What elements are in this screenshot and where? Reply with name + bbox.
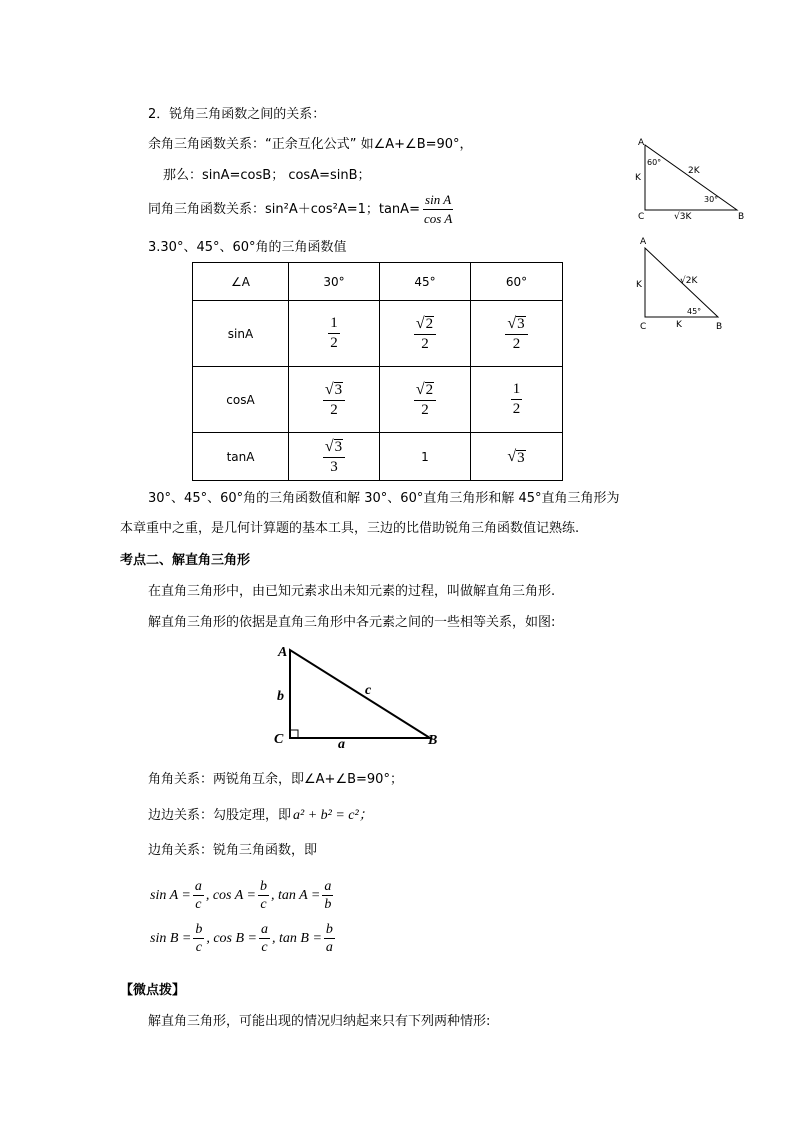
row-label-cos: cosA — [193, 367, 289, 433]
tan-fraction — [422, 192, 454, 227]
tri30-label-C: C — [638, 212, 645, 222]
main-label-C: C — [274, 732, 284, 747]
cos30-den: 2 — [330, 401, 338, 418]
main-label-b: b — [277, 689, 284, 704]
complement-result: 那么：sinA=cosB； cosA=sinB； — [163, 168, 371, 183]
tanA-den: b — [324, 897, 332, 912]
cos60-den: 2 — [512, 401, 521, 417]
main-label-B: B — [428, 733, 438, 748]
formula-line-angle-A — [150, 879, 335, 912]
tanA-num: a — [324, 879, 332, 894]
tri30-angle-A: 60° — [647, 158, 662, 167]
tri30-label-A: A — [638, 138, 645, 148]
tanA-label: , tan A = — [271, 887, 321, 903]
point2-basis: 解直角三角形的依据是直角三角形中各元素之间的一些相等关系，如图: — [148, 615, 556, 630]
same-angle-prefix: 同角三角函数关系：sin²A＋cos²A=1；tanA= — [148, 201, 420, 217]
sinA-den: c — [195, 897, 202, 912]
complement-relation: 余角三角函数关系：“正余互化公式” 如∠A+∠B=90°， — [148, 137, 473, 152]
side-relation — [148, 808, 373, 824]
cos30-cell: √ 3 2 — [289, 367, 380, 433]
tip-heading: 【微点拨】 — [120, 983, 186, 998]
side-relation-prefix: 边边关系：勾股定理，即 — [148, 808, 292, 823]
note-line-2: 本章重中之重，是几何计算题的基本工具，三边的比借助锐角三角函数值记熟练. — [120, 521, 580, 536]
tanB-den: a — [325, 940, 333, 955]
tri45-label-B: B — [716, 322, 723, 332]
sin60-num: 3 — [517, 315, 525, 332]
section2-heading: 2．锐角三角函数之间的关系： — [148, 107, 326, 122]
tip-text: 解直角三角形，可能出现的情况归纳起来只有下列两种情形: — [148, 1014, 491, 1029]
sinB-label: sin B = — [150, 930, 192, 946]
sin30-num: 1 — [328, 315, 340, 334]
formula-line-angle-B — [150, 922, 337, 955]
cosA-label: , cos A = — [205, 887, 256, 903]
tan-fraction-den: cos A — [423, 211, 453, 226]
cosA-num: b — [260, 879, 267, 894]
angle-relation: 角角关系：两锐角互余，即∠A+∠B=90°； — [148, 772, 403, 787]
tri45-label-hyp: √2K — [680, 276, 698, 286]
sin30-den: 2 — [330, 335, 338, 351]
tri45-label-A: A — [640, 237, 647, 247]
header-60: 60° — [471, 263, 563, 301]
tan30-den: 3 — [330, 458, 338, 475]
cosB-label: , cos B = — [206, 930, 258, 946]
tan30-num: 3 — [334, 438, 343, 455]
table-row-cos — [193, 367, 563, 433]
main-label-A: A — [278, 645, 288, 660]
cos60-num: 1 — [511, 381, 523, 400]
tri45-angle-B: 45° — [687, 307, 702, 316]
trig-values-table — [192, 262, 563, 481]
point2-heading: 考点二、解直角三角形 — [120, 553, 251, 568]
tri45-label-K-bottom: K — [676, 320, 682, 330]
cos45-den: 2 — [421, 401, 429, 418]
tan60-cell: √ 3 — [471, 433, 563, 481]
triangle-30-60-diagram — [630, 135, 750, 225]
tanB-label: , tan B = — [272, 930, 322, 946]
main-label-c: c — [365, 683, 372, 698]
sinA-label: sin A = — [150, 887, 191, 903]
cos45-num: 2 — [425, 381, 434, 398]
cos60-cell — [471, 367, 563, 433]
tan60-val: 3 — [517, 449, 525, 466]
sinA-num: a — [194, 879, 202, 894]
header-angle: ∠A — [193, 263, 289, 301]
tanB-num: b — [325, 922, 333, 937]
tri30-label-K: K — [635, 173, 641, 183]
right-triangle-abc-diagram — [268, 640, 458, 755]
cosB-num: a — [261, 922, 269, 937]
note-line-1: 30°、45°、60°角的三角函数值和解 30°、60°直角三角形和解 45°直角三角形为 — [148, 491, 620, 506]
sinB-den: c — [195, 940, 202, 955]
main-label-a: a — [338, 737, 345, 752]
tan-fraction-num: sin A — [423, 192, 453, 210]
table-header-row — [193, 263, 563, 301]
triangle-45-diagram — [630, 233, 730, 333]
table-row-tan — [193, 433, 563, 481]
tri45-label-C: C — [640, 322, 647, 332]
sin30-cell — [289, 301, 380, 367]
sin45-den: 2 — [421, 335, 429, 352]
sin45-num: 2 — [425, 315, 434, 332]
header-45: 45° — [380, 263, 471, 301]
row-label-sin: sinA — [193, 301, 289, 367]
section3-heading: 3.30°、45°、60°角的三角函数值 — [148, 240, 347, 255]
cosB-den: c — [261, 940, 268, 955]
sin60-den: 2 — [512, 335, 521, 352]
tri30-label-hyp: 2K — [688, 166, 700, 176]
row-label-tan: tanA — [193, 433, 289, 481]
point2-definition: 在直角三角形中，由已知元素求出未知元素的过程，叫做解直角三角形. — [148, 584, 556, 599]
side-angle-relation: 边角关系：锐角三角函数，即 — [148, 843, 318, 858]
header-30: 30° — [289, 263, 380, 301]
cosA-den: c — [260, 897, 267, 912]
tri45-label-K-left: K — [636, 280, 642, 290]
cos45-cell: √ 2 2 — [380, 367, 471, 433]
tri30-angle-B: 30° — [704, 195, 719, 204]
tan45-cell: 1 — [380, 433, 471, 481]
cos30-num: 3 — [334, 381, 343, 398]
pythagorean-formula: a² + b² = c²； — [293, 808, 373, 823]
tri30-label-B: B — [738, 212, 745, 222]
tri30-label-base: √3K — [674, 212, 692, 222]
tan30-cell: √ 3 3 — [289, 433, 380, 481]
sin45-cell: √ 2 2 — [380, 301, 471, 367]
sinB-num: b — [195, 922, 203, 937]
table-row-sin — [193, 301, 563, 367]
same-angle-relation — [148, 192, 454, 227]
sin60-cell: √ 3 2 — [471, 301, 563, 367]
